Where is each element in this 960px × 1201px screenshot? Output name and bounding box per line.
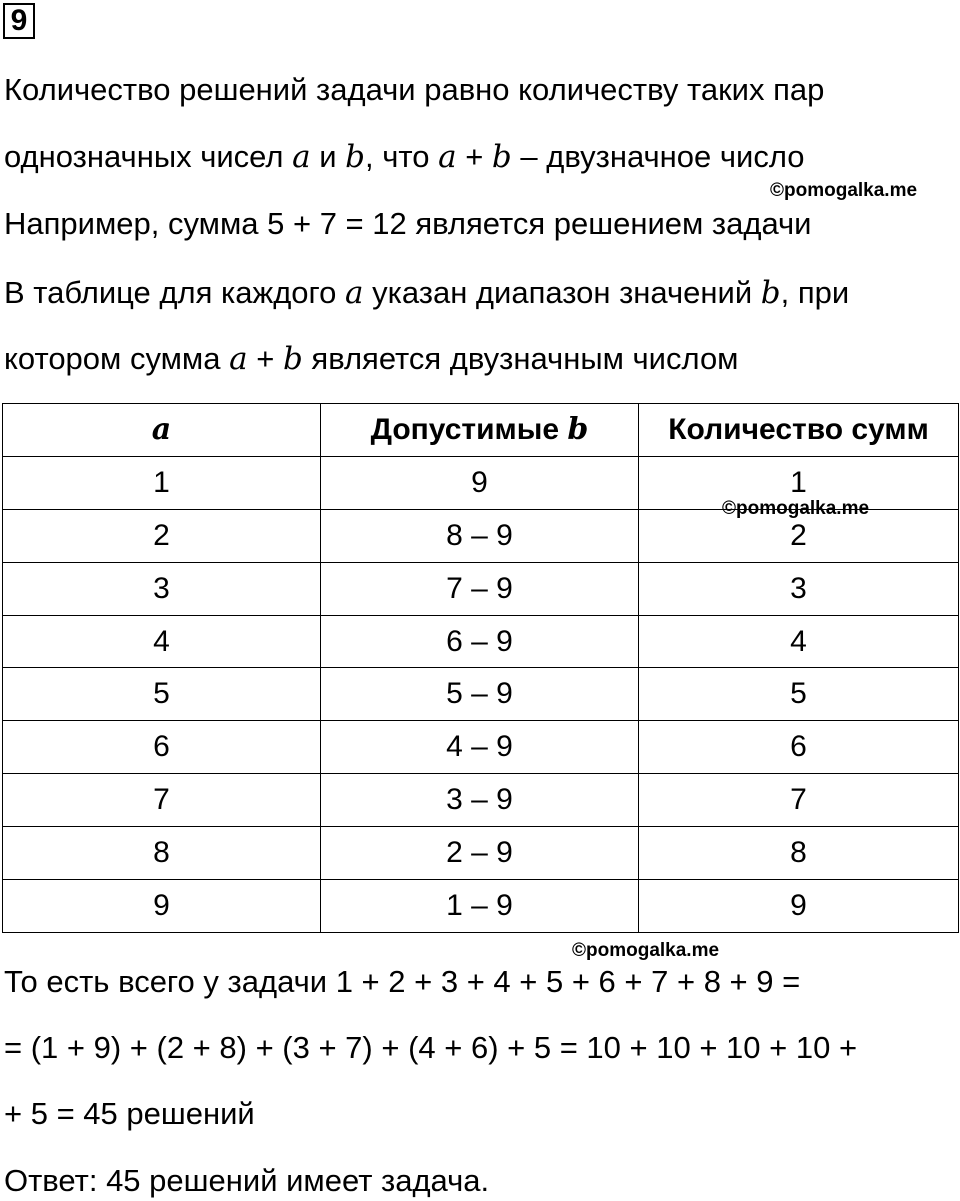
cell-b: 3 – 9 [321,774,639,827]
intro-line-2 [4,137,805,177]
cell-count: 2 [639,509,959,562]
cell-a: 1 [3,456,321,509]
intro-line-1: Количество решений задачи равно количеству таких пар [4,72,825,107]
text-fragment: – двузначное число [511,139,805,174]
math-var-a: a [292,139,311,175]
cell-b: 8 – 9 [321,509,639,562]
cell-b: 2 – 9 [321,827,639,880]
table-row [3,615,959,668]
math-var-b: b [760,275,781,311]
math-var-a: a [438,139,457,175]
table-row [3,774,959,827]
text-fragment: , что [365,139,439,174]
text-fragment: указан диапазон значений [363,275,761,310]
cell-count: 9 [639,880,959,933]
header-b [321,404,639,457]
header-a [3,404,321,457]
cell-count: 1 [639,456,959,509]
intro-line-4 [4,273,849,313]
table-row [3,721,959,774]
cell-count: 4 [639,615,959,668]
text-fragment: и [310,139,346,174]
table-header-row [3,404,959,457]
cell-b: 9 [321,456,639,509]
text-fragment: котором сумма [4,341,230,376]
cell-a: 4 [3,615,321,668]
task-number-box: 9 [3,3,35,39]
cell-count: 3 [639,562,959,615]
intro-line-5 [4,339,739,379]
header-count: Количество сумм [639,404,959,457]
text-fragment: однозначных чисел [4,139,293,174]
cell-a: 2 [3,509,321,562]
table-row [3,562,959,615]
cell-count: 5 [639,668,959,721]
cell-a: 9 [3,880,321,933]
header-a-label: a [151,412,172,448]
text-fragment: является двузначным числом [302,341,739,376]
cell-a: 5 [3,668,321,721]
cell-count: 7 [639,774,959,827]
watermark: ©pomogalka.me [770,180,918,201]
table-row [3,668,959,721]
watermark: ©pomogalka.me [572,940,720,961]
text-fragment: В таблице для каждого [4,275,346,310]
cell-b: 5 – 9 [321,668,639,721]
watermark: ©pomogalka.me [722,498,870,519]
math-var-a: a [229,341,248,377]
cell-count: 6 [639,721,959,774]
plus-sign: + [456,139,492,174]
conclusion-line-3: + 5 = 45 решений [4,1096,255,1131]
cell-a: 8 [3,827,321,880]
math-var-a: a [345,275,364,311]
cell-b: 4 – 9 [321,721,639,774]
math-var-b: b [282,341,303,377]
table-row [3,827,959,880]
intro-line-3: Например, сумма 5 + 7 = 12 является решением задачи [4,206,812,241]
table-row [3,880,959,933]
plus-sign: + [247,341,283,376]
cell-b: 1 – 9 [321,880,639,933]
cell-b: 7 – 9 [321,562,639,615]
cell-a: 6 [3,721,321,774]
cell-count: 8 [639,827,959,880]
math-var-b: b [491,139,512,175]
cell-a: 7 [3,774,321,827]
math-var-b: b [345,139,365,175]
header-b-label: Допустимые [370,413,568,447]
conclusion-line-2: = (1 + 9) + (2 + 8) + (3 + 7) + (4 + 6) + 5 = 10 + 10 + 10 + 10 + [4,1030,858,1065]
answer-line: Ответ: 45 решений имеет задача. [4,1163,490,1198]
conclusion-line-1: То есть всего у задачи 1 + 2 + 3 + 4 + 5 + 6 + 7 + 8 + 9 = [4,964,801,999]
ranges-table [2,403,959,933]
cell-b: 6 – 9 [321,615,639,668]
header-b-var: b [567,412,589,448]
text-fragment: , при [780,275,850,310]
cell-a: 3 [3,562,321,615]
